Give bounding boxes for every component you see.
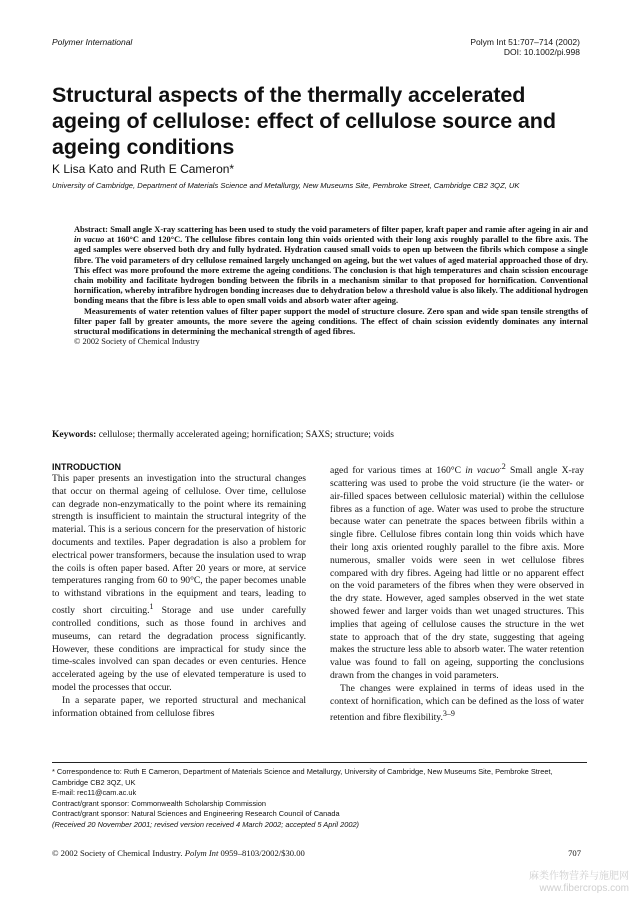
body-text: This paper presents an investigation into the structural changes that occur on thermal ageing of cellulose. Over time, cellulose can degrade non-enzymatically to the point where its remaining strength is insufficient to maintain the structural integrity of the material. This is a serious concern for the preservation of historic documents and textiles. Paper degradation is also a problem for electrical power transformers, because the insulation used to wrap the coils is often paper based. After 20 years or more, at service temperatures ranging from 60 to 90°C, the paper becomes unable to withstand vibrations in the equipment and tears, leading to costly short circuiting. xyxy=(52,473,306,617)
right-column xyxy=(330,461,584,725)
abstract-paragraph-2: Measurements of water retention values of filter paper support the model of structure closure. Zero span and wide span tensile strengths of filter paper fall by greater amounts, the more severe the ageing conditions. The effect of chain scission evidently dominates any internal structural modifications in determining the mechanical strength of aged fibres. xyxy=(74,306,588,337)
body-text: Storage and use under carefully controlled conditions, such as those found in archives and museums, can retard the degradation process significantly. However, these conditions are impractical for study since the time-scales involved can span decades or even centuries. Hence accelerated ageing by the use of elevated temperature is used to model the processes that occur. xyxy=(52,605,306,693)
affiliation: University of Cambridge, Department of Materials Science and Metallurgy, New Museums Site, Pembroke Street, Cambridge CB2 3QZ, UK xyxy=(52,181,520,190)
citation-block xyxy=(470,37,580,57)
paper-title: Structural aspects of the thermally accelerated ageing of cellulose: effect of cellulose source and ageing conditions xyxy=(52,83,556,159)
citation: Polym Int 51:707–714 (2002) xyxy=(470,37,580,47)
body-text: aged for various times at 160°C xyxy=(330,465,466,477)
page-number: 707 xyxy=(568,848,581,858)
received-note: (Received 20 November 2001; revised version received 4 March 2002; accepted 5 April 2002) xyxy=(52,819,360,829)
intro-paragraph-1 xyxy=(52,473,306,695)
abstract-paragraph-1 xyxy=(74,225,588,307)
intro-paragraph-2-cont xyxy=(330,461,584,683)
email-note: E-mail: rec11@cam.ac.uk xyxy=(52,788,137,798)
watermark-line-2: www.fibercrops.com xyxy=(539,883,629,894)
sponsor-note-1: Contract/grant sponsor: Commonwealth Scholarship Commission xyxy=(52,798,267,808)
abstract-copyright: © 2002 Society of Chemical Industry xyxy=(74,337,200,347)
section-heading: INTRODUCTION xyxy=(52,462,121,472)
authors: K Lisa Kato and Ruth E Cameron* xyxy=(52,162,235,176)
doi: DOI: 10.1002/pi.998 xyxy=(503,47,580,57)
intro-paragraph-2: In a separate paper, we reported structural and mechanical information obtained from cellulose fibres xyxy=(52,694,306,719)
footer-copyright-text: © 2002 Society of Chemical Industry. xyxy=(52,848,183,858)
footer-journal: Polym Int xyxy=(184,848,219,858)
reference-superscript: .2 xyxy=(499,462,506,471)
sponsor-note-2: Contract/grant sponsor: Natural Sciences and Engineering Research Council of Canada xyxy=(52,809,340,819)
keywords xyxy=(52,430,394,440)
intro-paragraph-3 xyxy=(330,683,584,726)
body-italic: in vacuo xyxy=(465,465,500,477)
keywords-label: Keywords: xyxy=(52,430,97,440)
reference-superscript: 3–9 xyxy=(442,709,455,719)
reference-superscript: 1 xyxy=(149,601,154,611)
footer-copyright xyxy=(52,848,305,858)
footer-issn: 0959–8103/2002/$30.00 xyxy=(220,848,305,858)
body-text: Small angle X-ray scattering was used to probe the void structure (ie the water- or air-filled spaces between cellulosic material) within the cellulose fibres as a function of age. Water was used to probe the structure because water can penetrate the spaces between fibrils within a single fibre. Cellulose fibres contain long thin voids which have their long axis oriented roughly parallel to the fibre axis. More numerous, smaller voids were seen in wet cellulose fibres compared with dry fibres. Ageing had little or no apparent effect on the void parameters of the fibres when they were observed in the dry state. However, aged samples observed in the wet state showed fewer and larger voids than wet unaged structures. This implies that ageing of cellulose causes the structure in the wet state to approach that of the dry state, suggesting that ageing makes the structure less able to absorb water. The water retention value was found to fall on ageing, supporting the conclusions drawn from the changes in void parameters. xyxy=(330,465,584,681)
abstract-text: Abstract: Small angle X-ray scattering has been used to study the void parameters of filter paper, kraft paper and ramie after ageing in air and xyxy=(74,225,588,234)
footnote-divider xyxy=(52,762,587,763)
journal-name: Polymer International xyxy=(52,37,133,47)
watermark-line-1: 麻类作物营养与施肥网 xyxy=(529,871,629,882)
watermark xyxy=(529,871,629,895)
abstract xyxy=(74,225,588,347)
abstract-italic: in vacuo xyxy=(74,235,105,245)
abstract-text: at 160°C and 120°C. The cellulose fibres contain long thin voids oriented with their long axis roughly parallel to the fibre axis. The aged samples were observed both dry and fully hydrated. Hydration caused small voids to open up between the fibrils which compose a single fibre. The void parameters of dry cellulose remained largely unchanged on ageing, but the wet values of aged material approached those of dry. This effect was more profound the more extreme the ageing conditions. The conclusion is that high temperatures and chain scission encourage chain mobility and facilitate hydrogen bonding between the fibrils in a mechanism similar to that proposed for hornification. Conventional hornification, whereby intrafibre hydrogen bonding increases due to dehydration below a threshold value is also likely. The additional hydrogen bonding means that the fibre is less able to open small voids and absorb water after ageing. xyxy=(74,235,588,306)
keywords-text: cellulose; thermally accelerated ageing; hornification; SAXS; structure; voids xyxy=(96,430,394,440)
footnotes xyxy=(52,767,587,831)
left-column xyxy=(52,461,306,720)
body-text: The changes were explained in terms of ideas used in the context of hornification, which can be defined as the loss of water retention and fibre flexibility. xyxy=(330,682,584,724)
correspondence-note: * Correspondence to: Ruth E Cameron, Department of Materials Science and Metallurgy, University of Cambridge, New Museums Site, Pembroke Street, Cambridge CB2 3QZ, UK xyxy=(52,767,553,787)
